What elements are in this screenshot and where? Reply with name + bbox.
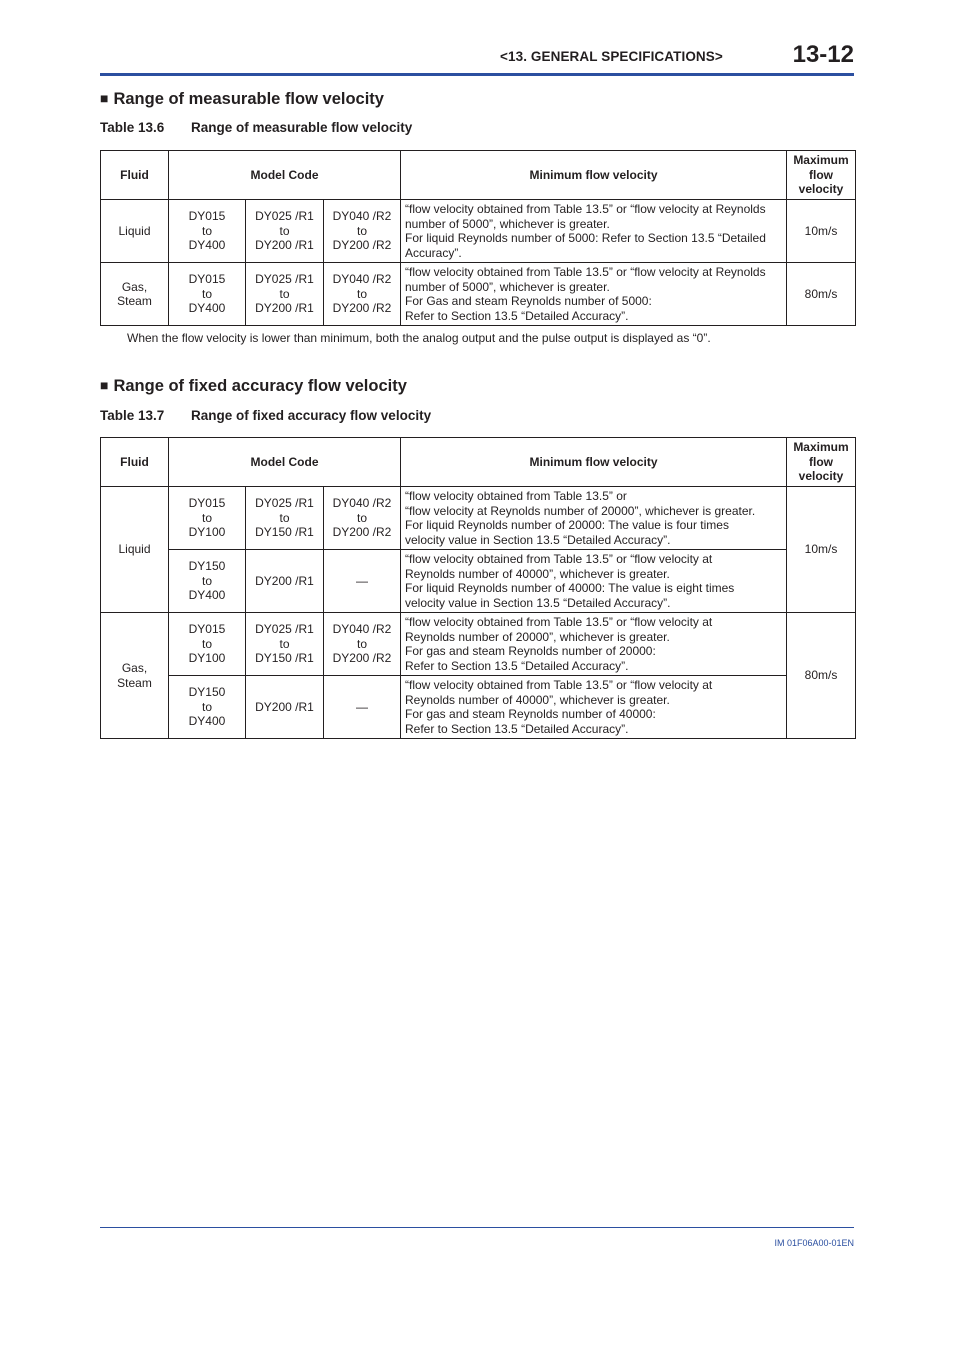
column-header-max-velocity xyxy=(787,438,856,487)
section-heading-text: Range of fixed accuracy flow velocity xyxy=(113,377,407,395)
model-code-cell xyxy=(246,200,324,263)
model-code-cell xyxy=(324,263,401,326)
table-caption-13-6 xyxy=(100,120,412,135)
text-line: to xyxy=(201,286,212,301)
text-line: Maximum xyxy=(793,153,849,168)
column-header-min-velocity: Minimum flow velocity xyxy=(401,151,787,200)
text-line: to xyxy=(356,510,367,525)
text-line: to xyxy=(279,636,290,651)
text-line: to xyxy=(279,223,290,238)
text-line: DY025 /R1 xyxy=(255,272,314,287)
table-row xyxy=(101,200,856,263)
text-line: DY025 /R1 xyxy=(255,209,314,224)
text-line: Refer to Section 13.5 “Detailed Accuracy”. xyxy=(405,308,629,323)
text-line: DY150 /R1 xyxy=(255,525,314,540)
model-code-cell xyxy=(246,263,324,326)
table-row xyxy=(101,550,856,613)
text-line: DY400 xyxy=(188,301,226,316)
bullet-square-icon: ■ xyxy=(100,90,109,106)
column-header-fluid: Fluid xyxy=(101,438,169,487)
text-line: DY200 /R2 xyxy=(332,525,392,540)
text-line: Gas, xyxy=(121,661,148,675)
max-velocity-cell: 80m/s xyxy=(787,263,856,326)
text-line: number of 5000”, whichever is greater. xyxy=(405,279,610,294)
text-line: DY200 /R2 xyxy=(332,651,392,666)
text-line: DY200 /R2 xyxy=(332,238,392,253)
column-header-fluid: Fluid xyxy=(101,151,169,200)
table-number: Table 13.6 xyxy=(100,120,165,135)
text-line: DY400 xyxy=(188,588,226,603)
model-code-cell xyxy=(169,200,246,263)
fluid-cell xyxy=(101,200,169,263)
text-line: DY015 xyxy=(188,496,226,511)
text-line: For gas and steam Reynolds number of 20000: xyxy=(405,644,656,658)
bullet-square-icon: ■ xyxy=(100,377,109,393)
min-velocity-cell xyxy=(401,613,787,676)
max-velocity-cell: 80m/s xyxy=(787,613,856,739)
text-line: Liquid xyxy=(118,542,151,557)
fluid-cell xyxy=(101,263,169,326)
text-line: Liquid xyxy=(118,223,151,238)
text-line: DY025 /R1 xyxy=(255,496,314,511)
text-line: Refer to Section 13.5 “Detailed Accuracy”. xyxy=(405,658,629,673)
text-line: to xyxy=(201,510,212,525)
text-line: “flow velocity obtained from Table 13.5” or “flow velocity at xyxy=(405,678,713,692)
text-line: “flow velocity obtained from Table 13.5” or “flow velocity at Reynolds xyxy=(405,265,766,279)
text-line: DY150 xyxy=(188,685,226,700)
footer-divider xyxy=(100,1227,854,1228)
model-code-cell xyxy=(324,676,401,739)
text-line: “flow velocity obtained from Table 13.5” or “flow velocity at Reynolds xyxy=(405,202,766,216)
text-line: DY040 /R2 xyxy=(332,272,392,287)
model-code-cell xyxy=(169,263,246,326)
text-line: DY015 xyxy=(188,272,226,287)
text-line: Steam xyxy=(117,294,152,308)
running-header-section: <13. GENERAL SPECIFICATIONS> xyxy=(500,49,723,64)
text-line: DY040 /R2 xyxy=(332,209,392,224)
text-line: DY200 /R1 xyxy=(255,301,314,316)
text-line: For gas and steam Reynolds number of 40000: xyxy=(405,707,656,721)
text-line: DY025 /R1 xyxy=(255,622,314,637)
table-title: Range of fixed accuracy flow velocity xyxy=(191,408,432,423)
table-caption-13-7 xyxy=(100,408,431,423)
model-code-cell xyxy=(246,613,324,676)
model-code-cell xyxy=(324,550,401,613)
text-line: to xyxy=(201,636,212,651)
model-code-cell xyxy=(324,613,401,676)
column-header-min-velocity: Minimum flow velocity xyxy=(401,438,787,487)
text-line: “flow velocity obtained from Table 13.5” or “flow velocity at xyxy=(405,552,713,566)
text-line: flow xyxy=(809,167,833,182)
text-line: DY400 xyxy=(188,238,226,253)
text-line: “flow velocity obtained from Table 13.5” or “flow velocity at xyxy=(405,615,713,629)
text-line: flow xyxy=(809,454,833,469)
text-line: to xyxy=(201,573,212,588)
text-line: DY200 /R1 xyxy=(255,573,314,588)
text-line: Steam xyxy=(117,675,152,690)
table-fixed-accuracy-velocity xyxy=(100,437,856,739)
text-line: DY100 xyxy=(188,525,226,540)
text-line: to xyxy=(201,699,212,714)
model-code-cell xyxy=(169,676,246,739)
text-line: DY400 xyxy=(188,714,226,729)
min-velocity-cell xyxy=(401,487,787,550)
text-line: to xyxy=(356,223,367,238)
text-line: velocity value in Section 13.5 “Detailed Accuracy”. xyxy=(405,532,671,547)
table-row xyxy=(101,613,856,676)
text-line: “flow velocity at Reynolds number of 20000”, whichever is greater. xyxy=(405,503,756,518)
table-measurable-velocity xyxy=(100,150,856,326)
text-line: Reynolds number of 40000”, whichever is greater. xyxy=(405,566,670,581)
table-row xyxy=(101,263,856,326)
text-line: DY040 /R2 xyxy=(332,622,392,637)
text-line: to xyxy=(356,286,367,301)
model-code-cell xyxy=(169,487,246,550)
text-line: to xyxy=(279,286,290,301)
min-velocity-cell xyxy=(401,263,787,326)
section-heading-measurable-velocity xyxy=(100,90,384,109)
document-id: IM 01F06A00-01EN xyxy=(774,1238,854,1248)
min-velocity-cell xyxy=(401,200,787,263)
text-line: Gas, xyxy=(121,279,148,294)
text-line: to xyxy=(356,636,367,651)
max-velocity-cell: 10m/s xyxy=(787,200,856,263)
text-line: For liquid Reynolds number of 20000: The value is four times xyxy=(405,518,729,532)
model-code-cell xyxy=(169,613,246,676)
section-heading-fixed-accuracy xyxy=(100,377,407,396)
text-line: For liquid Reynolds number of 5000: Refer to Section 13.5 “Detailed xyxy=(405,231,766,245)
text-line: velocity value in Section 13.5 “Detailed Accuracy”. xyxy=(405,595,671,610)
page-number: 13-12 xyxy=(792,41,854,68)
table-number: Table 13.7 xyxy=(100,408,165,423)
table-row xyxy=(101,487,856,550)
column-header-max-velocity xyxy=(787,151,856,200)
text-line: DY150 xyxy=(188,559,226,574)
text-line: “flow velocity obtained from Table 13.5” or xyxy=(405,489,627,503)
fluid-cell xyxy=(101,613,169,739)
text-line: DY015 xyxy=(188,209,226,224)
column-header-model-code: Model Code xyxy=(169,438,401,487)
min-velocity-cell xyxy=(401,676,787,739)
text-line: to xyxy=(279,510,290,525)
text-line: Refer to Section 13.5 “Detailed Accuracy”. xyxy=(405,721,629,736)
min-velocity-cell xyxy=(401,550,787,613)
column-header-model-code: Model Code xyxy=(169,151,401,200)
text-line: DY015 xyxy=(188,622,226,637)
text-line: DY200 /R2 xyxy=(332,301,392,316)
text-line: DY200 /R1 xyxy=(255,238,314,253)
text-line: Maximum xyxy=(793,440,849,455)
fluid-cell xyxy=(101,487,169,613)
model-code-cell xyxy=(324,200,401,263)
text-line: number of 5000”, whichever is greater. xyxy=(405,216,610,231)
text-line: DY100 xyxy=(188,651,226,666)
model-code-cell xyxy=(246,550,324,613)
text-line: For Gas and steam Reynolds number of 5000: xyxy=(405,294,652,308)
max-velocity-cell: 10m/s xyxy=(787,487,856,613)
text-line: — xyxy=(356,573,368,588)
text-line: — xyxy=(356,699,368,714)
text-line: velocity xyxy=(798,182,844,197)
text-line: Reynolds number of 40000”, whichever is greater. xyxy=(405,692,670,707)
model-code-cell xyxy=(246,676,324,739)
text-line: DY150 /R1 xyxy=(255,651,314,666)
model-code-cell xyxy=(324,487,401,550)
section-heading-text: Range of measurable flow velocity xyxy=(113,90,384,108)
table-row xyxy=(101,676,856,739)
text-line: Accuracy”. xyxy=(405,245,462,260)
model-code-cell xyxy=(169,550,246,613)
text-line: Reynolds number of 20000”, whichever is greater. xyxy=(405,629,670,644)
text-line: For liquid Reynolds number of 40000: The value is eight times xyxy=(405,581,735,595)
text-line: DY200 /R1 xyxy=(255,699,314,714)
header-divider xyxy=(100,73,854,76)
table-title: Range of measurable flow velocity xyxy=(191,120,413,135)
model-code-cell xyxy=(246,487,324,550)
text-line: DY040 /R2 xyxy=(332,496,392,511)
table-note: When the flow velocity is lower than minimum, both the analog output and the pulse output is displayed as “0”. xyxy=(127,331,711,345)
text-line: velocity xyxy=(798,469,844,484)
text-line: to xyxy=(201,223,212,238)
